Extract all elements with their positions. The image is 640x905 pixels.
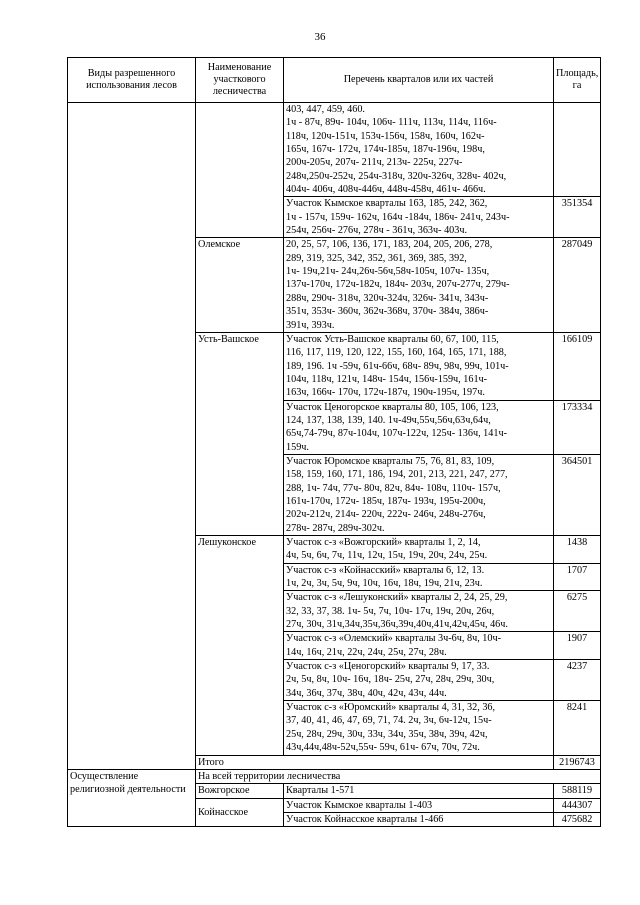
area-cell: 6275	[554, 591, 601, 632]
area-cell: 4237	[554, 660, 601, 701]
area-cell: 287049	[554, 238, 601, 332]
use-type-cell: Осуществление религиозной деятельности	[68, 769, 196, 826]
quarters-cell: Участок Койнасское кварталы 1-466	[284, 812, 554, 826]
quarters-cell: Участок Юромское кварталы 75, 76, 81, 83, 109, 158, 159, 160, 171, 186, 194, 201, 213, 221, 247, 277, 288, 1ч- 74ч, 77ч- 80ч, 82ч, 84ч- 108ч, 110ч- 157ч, 161ч-170ч, 172ч- 185ч, 187ч- 193ч, 195ч-200ч, 202ч-212ч, 214ч- 220ч, 222ч- 246ч, 248ч-276ч, 278ч- 287ч, 289ч-302ч.	[284, 454, 554, 535]
area-cell: 173334	[554, 400, 601, 454]
area-cell: 351354	[554, 197, 601, 238]
forestry-cell: Койнасское	[196, 798, 284, 827]
quarters-cell: Участок с-з «Ценогорский» кварталы 9, 17, 33. 2ч, 5ч, 8ч, 10ч- 16ч, 18ч- 25ч, 27ч, 28ч, 29ч, 30ч, 34ч, 36ч, 37ч, 38ч, 40ч, 42ч, 43ч, 44ч.	[284, 660, 554, 701]
header-row	[68, 58, 601, 103]
area-cell: 166109	[554, 332, 601, 400]
area-cell: 1907	[554, 632, 601, 660]
all-territory-cell: На всей территории лесничества	[196, 769, 601, 783]
quarters-cell: Кварталы 1-571	[284, 784, 554, 798]
use-type-cell	[68, 103, 196, 770]
total-label: Итого	[196, 755, 554, 769]
header-forestry: Наименование участкового лесничества	[196, 58, 284, 103]
area-cell: 588119	[554, 784, 601, 798]
header-use-type: Виды разрешенного использования лесов	[68, 58, 196, 103]
quarters-cell: Участок с-з «Койнасский» кварталы 6, 12, 13. 1ч, 2ч, 3ч, 5ч, 9ч, 10ч, 16ч, 18ч, 19ч, 21ч, 23ч.	[284, 563, 554, 591]
area-cell: 8241	[554, 701, 601, 755]
forestry-cell: Олемское	[196, 238, 284, 332]
total-area: 2196743	[554, 755, 601, 769]
quarters-cell: Участок с-з «Вожгорский» кварталы 1, 2, 14, 4ч, 5ч, 6ч, 7ч, 11ч, 12ч, 15ч, 19ч, 20ч, 24ч, 25ч.	[284, 536, 554, 564]
area-cell: 364501	[554, 454, 601, 535]
quarters-cell: 20, 25, 57, 106, 136, 171, 183, 204, 205, 206, 278, 289, 319, 325, 342, 352, 361, 369, 385, 392, 1ч- 19ч,21ч- 24ч,26ч-56ч,58ч-105ч, 107ч- 135ч, 137ч-170ч, 172ч-182ч, 184ч- 203ч, 207ч-277ч, 279ч- 288ч, 290ч- 318ч, 320ч-324ч, 326ч- 341ч, 343ч- 351ч, 353ч- 360ч, 362ч-368ч, 370ч- 384ч, 386ч- 391ч, 393ч.	[284, 238, 554, 332]
forestry-cell: Лешуконское	[196, 536, 284, 756]
header-area: Площадь, га	[554, 58, 601, 103]
quarters-cell: Участок Кымское кварталы 163, 185, 242, 362, 1ч - 157ч, 159ч- 162ч, 164ч -184ч, 186ч- 241ч, 243ч- 254ч, 256ч- 276ч, 278ч - 361ч, 363ч- 403ч.	[284, 197, 554, 238]
header-quarters: Перечень кварталов или их частей	[284, 58, 554, 103]
table-row	[68, 103, 601, 197]
quarters-cell: Участок Усть-Вашское кварталы 60, 67, 100, 115, 116, 117, 119, 120, 122, 155, 160, 164, 165, 171, 188, 189, 196. 1ч -59ч, 61ч-66ч, 68ч- 89ч, 98ч, 99ч, 101ч- 104ч, 118ч, 121ч, 148ч- 154ч, 156ч-159ч, 161ч- 163ч, 166ч- 170ч, 172ч-187ч, 190ч-195ч, 197ч.	[284, 332, 554, 400]
quarters-cell: Участок с-з «Юромский» кварталы 4, 31, 32, 36, 37, 40, 41, 46, 47, 69, 71, 74. 2ч, 3ч, 6ч-12ч, 15ч- 25ч, 28ч, 29ч, 30ч, 33ч, 34ч, 35ч, 38ч, 39ч, 42ч, 43ч,44ч,48ч-52ч,55ч- 59ч, 61ч- 67ч, 70ч, 72ч.	[284, 701, 554, 755]
forestry-cell-continued	[196, 103, 284, 238]
forestry-cell: Усть-Вашское	[196, 332, 284, 535]
quarters-cell: Участок с-з «Лешуконский» кварталы 2, 24, 25, 29, 32, 33, 37, 38. 1ч- 5ч, 7ч, 10ч- 17ч, 19ч, 20ч, 26ч, 27ч, 30ч, 31ч,34ч,35ч,36ч,39ч,40ч,41ч,42ч,45ч, 46ч.	[284, 591, 554, 632]
area-cell: 444307	[554, 798, 601, 812]
forestry-cell: Вожгорское	[196, 784, 284, 798]
quarters-cell: 403, 447, 459, 460. 1ч - 87ч, 89ч- 104ч, 106ч- 111ч, 113ч, 114ч, 116ч- 118ч, 120ч-151ч, 153ч-156ч, 158ч, 160ч, 162ч- 165ч, 167ч- 172ч, 174ч-185ч, 187ч-196ч, 198ч, 200ч-205ч, 207ч- 211ч, 213ч- 225ч, 227ч- 248ч,250ч-252ч, 254ч-318ч, 320ч-326ч, 328ч- 402ч, 404ч- 406ч, 408ч-446ч, 448ч-458ч, 461ч- 466ч.	[284, 103, 554, 197]
area-cell: 1438	[554, 536, 601, 564]
quarters-cell: Участок с-з «Олемский» кварталы 3ч-6ч, 8ч, 10ч- 14ч, 16ч, 21ч, 22ч, 24ч, 25ч, 27ч, 28ч.	[284, 632, 554, 660]
table-row	[68, 769, 601, 783]
area-cell: 1707	[554, 563, 601, 591]
quarters-cell: Участок Кымское кварталы 1-403	[284, 798, 554, 812]
area-cell: 475682	[554, 812, 601, 826]
page-number: 36	[314, 31, 326, 43]
forest-use-table	[67, 57, 601, 827]
area-cell	[554, 103, 601, 197]
quarters-cell: Участок Ценогорское кварталы 80, 105, 106, 123, 124, 137, 138, 139, 140. 1ч-49ч,55ч,56ч,63ч,64ч, 65ч,74-79ч, 87ч-104ч, 107ч-122ч, 125ч- 136ч, 141ч- 159ч.	[284, 400, 554, 454]
